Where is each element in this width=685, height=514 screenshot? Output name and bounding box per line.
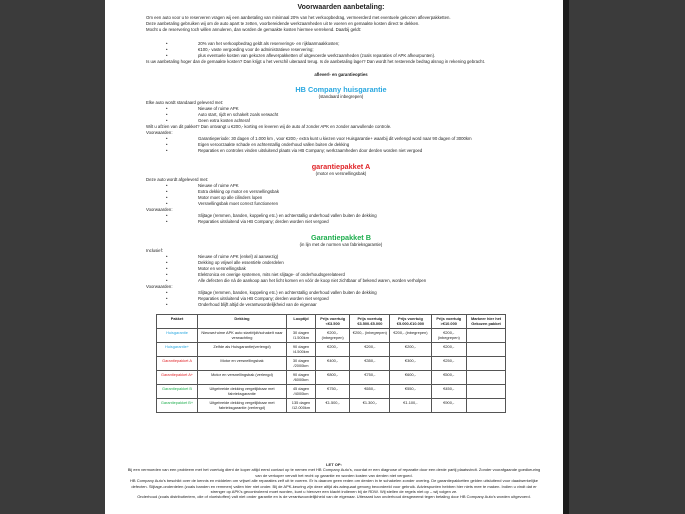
price-cell: €200,- [350, 343, 390, 357]
looptijd-cell: 30 dagen /1.500km [287, 329, 316, 343]
list-item: • Extra dekking op motor en versnellingsbak [198, 189, 536, 195]
conditions-label: Voorwaarden: [146, 284, 173, 289]
huisgarantie-optout: Wilt u afzien van dit pakket? Dan ontvangt u €200,- korting en leveren wij de auto af zonder APK en zonder aanvullende controle. [146, 124, 392, 129]
dekking-cell: Uitgebreide dekking vergelijkbaar met fabrieksgarantie [198, 385, 287, 399]
pakket-a-lead: Deze auto wordt afgeleverd met: [146, 177, 209, 182]
header-price-2: Prijs voertuig €3.500-€5.000 [350, 315, 390, 329]
price-cell: €350,- [350, 357, 390, 371]
intro-after: Is uw aanbetaling hoger dan de gemaakte kosten? Dan krijgt u het verschil uiteraard terug. Is de aanbetaling lager? Dan wordt het resterende bedrag alsnog in rekening gebracht. [146, 59, 485, 64]
list-item: • Nieuwe of ruime APK (enkel) al aanwezig) [198, 254, 536, 260]
intro-bullets [146, 41, 536, 59]
price-cell: €400,- [316, 357, 350, 371]
list-item: • Nieuwe of ruime APK [198, 106, 536, 112]
price-cell: €800,- [316, 371, 350, 385]
price-cell: €450,- [431, 385, 467, 399]
price-cell: €200,- (inbegrepen) [431, 329, 467, 343]
price-cell: €650,- [350, 385, 390, 399]
price-cell: €300,- [390, 357, 431, 371]
table-row [157, 357, 506, 371]
list-item: • Auto start, rijdt en schakelt zoals verwacht [198, 112, 536, 118]
price-cell: €1.100,- [390, 399, 431, 413]
conditions-label: Voorwaarden: [146, 207, 173, 212]
price-cell: €1.500,- [316, 399, 350, 413]
dekking-cell: Uitgebreide dekking vergelijkbaar met fabrieksgarantie (verlengd) [198, 399, 287, 413]
list-item: • €100,- vaste vergoeding voor de administratieve reservering; [198, 47, 536, 53]
mark-cell[interactable] [467, 385, 506, 399]
dekking-cell: Motor en versnellingsbak (verlengd) [198, 371, 287, 385]
list-item: • 20% van het verkoopbedrag geldt als reserverings- en rijklaarmaakkosten; [198, 41, 536, 47]
notice-paragraph: Bij een vermoeden van een probleem met het voertuig dient de koper altijd eerst contact op te nemen met HB Company Auto's, voordat er een diagnose of reparatie door een derde partij plaatsvindt. Zonder voorafgaande goedkeuring van de verkoper vervalt het recht op garantie en worden kosten van derden niet vergoed. [127, 467, 541, 478]
pakket-cell: Garantiepakket A+ [157, 371, 198, 385]
intro-line: Deze aanbetaling gebruiken wij om de auto apart te zetten, voorbereidende werkzaamheden uit te voeren en gemaakte kosten direct te dekken. [146, 21, 420, 26]
list-item: • Geen extra kosten achteraf [198, 118, 536, 124]
table-row [157, 399, 506, 413]
pricing-table [156, 314, 506, 413]
list-item: • Slijtage (remmen, banden, koppeling etc.) en achterstallig onderhoud vallen buiten de dekking [198, 290, 536, 296]
conditions-label: Voorwaarden: [146, 130, 173, 135]
list-item: • Eigen veroorzaakte schade en achterstallig onderhoud vallen buiten de dekking [198, 142, 536, 148]
notice-title: LET OP: [326, 462, 342, 467]
document-page [105, 0, 563, 514]
notice-paragraph: Onderhoud (zoals distributieriem, olie of vloeistoffen) valt niet onder garantie en is de verantwoordelijkheid van de eigenaar. Uiteraard kan onderhoud desgewenst tegen betaling door HB Company Auto's worden uitgevoerd. [137, 494, 531, 500]
section-title: afleverl- en garantieopties [314, 72, 368, 77]
scrollbar[interactable] [563, 0, 569, 514]
looptijd-cell: 30 dagen /2000km [287, 357, 316, 371]
header-price-1: Prijs voertuig <€3.500 [316, 315, 350, 329]
dekking-cell: Nieuwe/ruime APK auto start/rijdt/schakelt naar verwachting [198, 329, 287, 343]
price-cell: €200,- [390, 343, 431, 357]
list-item: • Motor moet op alle cilinders lopen [198, 195, 536, 201]
list-item: • plus eventuele kosten van gekozen afleverpakketten of uitgevoerde werkzaamheden (zoals reparaties of APK afkeurpunten). [198, 53, 536, 59]
price-cell: €200,- (inbegrepen) [316, 329, 350, 343]
mark-cell[interactable] [467, 371, 506, 385]
mark-cell[interactable] [467, 343, 506, 357]
document-content [146, 3, 536, 413]
huisgarantie-note: (standaard inbegrepen) [318, 94, 364, 99]
header-pakket: Pakket [157, 315, 198, 329]
table-row [157, 343, 506, 357]
looptijd-cell: 90 dagen /4.500km [287, 343, 316, 357]
table-row [157, 329, 506, 343]
price-cell: €200,- [316, 343, 350, 357]
pakket-b-title: Garantiepakket B [310, 233, 372, 242]
price-cell: €200,- [431, 343, 467, 357]
list-item: • Onderhoud blijft altijd de verantwoordelijkheid van de eigenaar [198, 302, 536, 308]
pakket-a-title: garantiepakket A [311, 162, 371, 171]
price-cell: €1.300,- [350, 399, 390, 413]
pakket-cell: Huisgarantie [157, 329, 198, 343]
price-cell: €200,- (inbegrepen) [390, 329, 431, 343]
header-mark: Markeer hier het Gekozen pakket [467, 315, 506, 329]
notice-paragraph: HB Company Auto's beschikt over de kennis en middelen om vrijwel alle reparaties zelf uit te voeren. Er is daarom geen reden om derden in te schakelen zonder overleg. De garantiepakketten gelden uitsluitend voor daadwerkelijke defecten. Slijtage-onderdelen (zoals banden en remmen) vallen hier niet onder. Bij de APK-keuring zijn deze altijd als adequaat genoeg beoordeeld voor gebruik. Adviespunten hebben hier niets mee te maken. Indien u vindt dat er strenger op APK's gecontroleerd moet worden, kunt u hierover een klacht indienen bij de RDW. Wij stellen de regels niet op – wij volgen ze. [130, 478, 538, 495]
pakket-a-items [146, 183, 536, 207]
looptijd-cell: 90 dagen /6000km [287, 371, 316, 385]
table-row [157, 371, 506, 385]
intro-line: Om een auto voor u te reserveren vragen wij een aanbetaling van minimaal 20% van het verkoopbedrag, vermeerderd met eventuele gekozen afleverpakketten. [146, 15, 451, 20]
intro-line: Mocht u de reservering toch willen annuleren, dan worden de gemaakte kosten hiermee verrekend. Daarbij geldt: [146, 27, 361, 32]
price-cell: €550,- [390, 385, 431, 399]
pakket-b-lead: Inclusief: [146, 248, 163, 253]
mark-cell[interactable] [467, 399, 506, 413]
list-item: • Nieuwe of ruime APK [198, 183, 536, 189]
price-cell: €500,- [431, 371, 467, 385]
header-looptijd: Looptijd [287, 315, 316, 329]
dekking-cell: Zelfde als Huisgarantie(verlengd) [198, 343, 287, 357]
pakket-a-conditions [146, 213, 536, 225]
price-cell: €250,- [431, 357, 467, 371]
huisgarantie-title: HB Company huisgarantie [295, 85, 387, 94]
pakket-b-items [146, 254, 536, 284]
pakket-cell: Huisgarantie+ [157, 343, 198, 357]
pakket-b-note: (in lijn met de normen van fabrieksgarantie) [299, 242, 383, 247]
pakket-b-conditions [146, 290, 536, 308]
table-row [157, 385, 506, 399]
list-item: • Reparaties uitsluitend via HB Company; derden worden niet vergoed [198, 219, 536, 225]
pakket-cell: Garantiepakket B+ [157, 399, 198, 413]
huisgarantie-items [146, 106, 536, 124]
header-price-3: Prijs voertuig €5.000-€10.000 [390, 315, 431, 329]
price-cell: €750,- [350, 371, 390, 385]
price-cell: €600,- [390, 371, 431, 385]
dekking-cell: Motor en versnellingsbak [198, 357, 287, 371]
price-cell: €750,- [316, 385, 350, 399]
header-price-4: Prijs voertuig >€10.000 [431, 315, 467, 329]
list-item: • Reparaties en controles vinden uitsluitend plaats via HB Company; werkzaamheden door derden worden niet vergoed [198, 148, 536, 154]
notice-section [125, 462, 543, 500]
looptijd-cell: 135 dagen /12.000km [287, 399, 316, 413]
huisgarantie-conditions [146, 136, 536, 154]
pakket-cell: Garantiepakket B [157, 385, 198, 399]
mark-cell[interactable] [467, 357, 506, 371]
mark-cell[interactable] [467, 329, 506, 343]
list-item: • Elektronica en overige systemen, mits niet slijtage- of onderhoudsgerelateerd [198, 272, 536, 278]
list-item: • Slijtage (remmen, banden, koppeling etc.) en achterstallig onderhoud vallen buiten de dekking [198, 213, 536, 219]
list-item: • Reparaties uitsluitend via HB Company; derden worden niet vergoed [198, 296, 536, 302]
price-cell: €900,- [431, 399, 467, 413]
pakket-a-note: (motor en versnellingsbak) [315, 171, 367, 176]
list-item: • Motor en versnellingsbak [198, 266, 536, 272]
pakket-cell: Garantiepakket A [157, 357, 198, 371]
list-item: • Garantieperiode: 30 dagen of 1.000 km , voor €200,- extra kunt u kiezen voor Huisgarantie+ waarbij dit verlengd word naar 90 dagen of 3000km [198, 136, 536, 142]
list-item: • Versnellingsbak moet correct functioneren [198, 201, 536, 207]
huisgarantie-lead: Elke auto wordt standaard geleverd met: [146, 100, 224, 105]
list-item: • Alle defecten die nà de aankoop aan het licht komen en vóór de koop niet zichtbaar of bekend waren, worden verholpen [198, 278, 536, 284]
looptijd-cell: 45 dagen /4000km [287, 385, 316, 399]
page-title: Voorwaarden aanbetaling: [297, 4, 385, 11]
price-cell: €200,- (inbegrepen) [350, 329, 390, 343]
header-dekking: Dekking [198, 315, 287, 329]
table-header-row [157, 315, 506, 329]
list-item: • Dekking op vrijwel alle essentiële onderdelen [198, 260, 536, 266]
